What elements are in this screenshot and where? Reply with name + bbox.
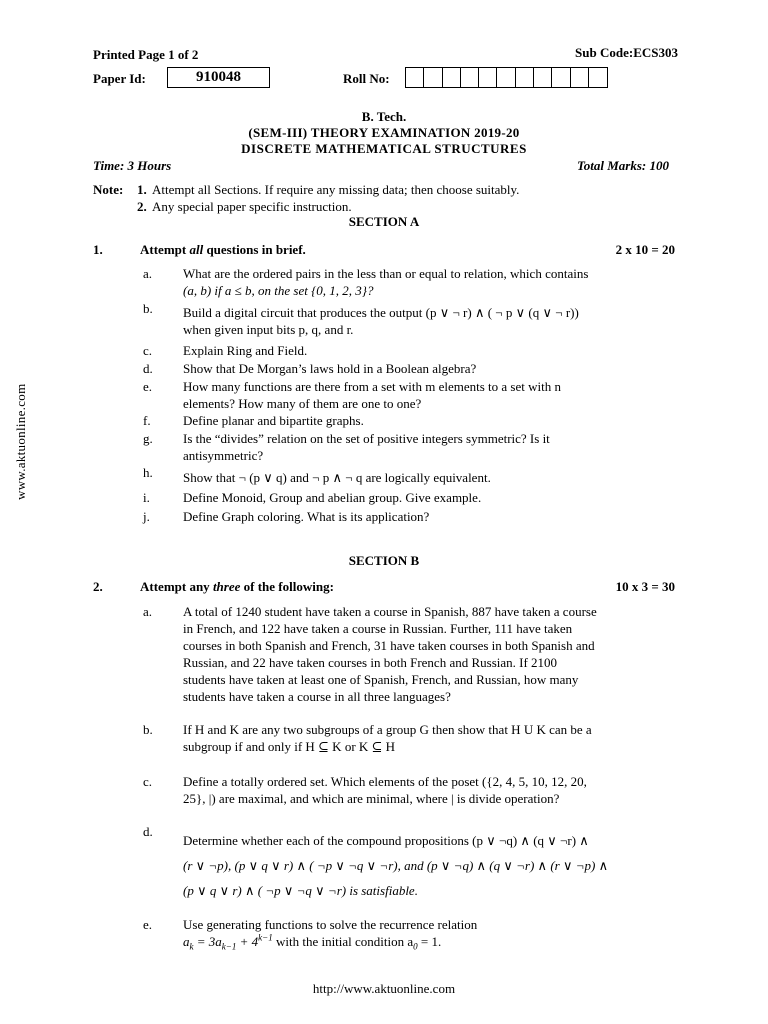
- item-letter: c.: [143, 774, 153, 789]
- roll-box: [443, 68, 461, 87]
- question-2a: A total of 1240 student have taken a course in Spanish, 887 have taken a course in French, and 122 have taken a course in Russian. Further, 111 have taken courses in both Spanish and French, 31 have taken courses in both Spanish and Russian, and 22 have taken courses in both French and Russian. If 2100 students have taken at least one of Spanish, French, and Russian, how many students have taken a course in all three languages?: [183, 604, 597, 704]
- paper-id-label: Paper Id:: [93, 71, 146, 86]
- roll-no-label: Roll No:: [343, 71, 390, 86]
- item-letter: i.: [143, 490, 150, 505]
- item-letter: c.: [143, 343, 153, 358]
- roll-box: [552, 68, 570, 87]
- subject-title: DISCRETE MATHEMATICAL STRUCTURES: [241, 141, 527, 156]
- item-letter: a.: [143, 266, 153, 281]
- question-2c: Define a totally ordered set. Which elements of the poset ({2, 4, 5, 10, 12, 20, 25}, |) are maximal, and which are minimal, where | is divide operation?: [183, 774, 587, 806]
- item-letter: g.: [143, 431, 153, 446]
- note-num-1: 1.: [137, 182, 147, 197]
- item-letter: d.: [143, 361, 153, 376]
- question-1-number: 1.: [93, 242, 103, 257]
- question-1h: Show that ¬ (p ∨ q) and ¬ p ∧ ¬ q are logically equivalent.: [183, 470, 491, 485]
- roll-box: [497, 68, 515, 87]
- total-marks: Total Marks: 100: [577, 158, 669, 173]
- question-2-instruction: Attempt any three of the following:: [140, 579, 334, 594]
- item-letter: f.: [143, 413, 151, 428]
- roll-box: [424, 68, 442, 87]
- note-line-2: Any special paper specific instruction.: [152, 199, 352, 214]
- question-2-number: 2.: [93, 579, 103, 594]
- question-2-marks: 10 x 3 = 30: [615, 579, 675, 594]
- question-1i: Define Monoid, Group and abelian group. Give example.: [183, 490, 482, 505]
- exam-title: (SEM-III) THEORY EXAMINATION 2019-20: [248, 125, 520, 140]
- roll-box: [534, 68, 552, 87]
- section-a-title: SECTION A: [348, 214, 420, 229]
- question-1d: Show that De Morgan’s laws hold in a Boolean algebra?: [183, 361, 477, 376]
- note-num-2: 2.: [137, 199, 147, 214]
- question-1a: What are the ordered pairs in the less than or equal to relation, which contains (a, b) if a ≤ b, on the set {0, 1, 2, 3}?: [183, 266, 589, 298]
- question-1-marks: 2 x 10 = 20: [615, 242, 675, 257]
- degree: B. Tech.: [361, 109, 407, 124]
- footer-url[interactable]: http://www.aktuonline.com: [312, 981, 456, 996]
- item-letter: a.: [143, 604, 153, 619]
- item-letter: d.: [143, 824, 153, 839]
- question-1c: Explain Ring and Field.: [183, 343, 308, 358]
- side-watermark: www.aktuonline.com: [13, 383, 28, 500]
- item-letter: b.: [143, 301, 153, 316]
- question-2b: If H and K are any two subgroups of a group G then show that H U K can be a subgroup if and only if H ⊆ K or K ⊆ H: [183, 722, 592, 754]
- roll-box: [571, 68, 589, 87]
- question-1b: Build a digital circuit that produces the output (p ∨ ¬ r) ∧ ( ¬ p ∨ (q ∨ ¬ r)) when given input bits p, q, and r.: [183, 305, 579, 337]
- item-letter: h.: [143, 465, 153, 480]
- roll-no-boxes: [405, 67, 608, 88]
- roll-box: [516, 68, 534, 87]
- note-line-1: Attempt all Sections. If require any missing data; then choose suitably.: [152, 182, 520, 197]
- question-1f: Define planar and bipartite graphs.: [183, 413, 364, 428]
- roll-box: [406, 68, 424, 87]
- item-letter: j.: [143, 509, 150, 524]
- item-letter: e.: [143, 917, 153, 932]
- section-b-title: SECTION B: [348, 553, 420, 568]
- item-letter: e.: [143, 379, 153, 394]
- item-letter: b.: [143, 722, 153, 737]
- roll-box: [461, 68, 479, 87]
- question-2e: Use generating functions to solve the recurrence relation $a_k = 3a_{k-1} + 4^{k-1}$ with the initial condition $a_0 = 1$.: [183, 917, 478, 952]
- time-allowed: Time: 3 Hours: [93, 158, 172, 173]
- printed-page: Printed Page 1 of 2: [93, 47, 199, 62]
- sub-code: Sub Code:ECS303: [575, 45, 678, 60]
- roll-box: [589, 68, 607, 87]
- paper-id-value: 910048: [167, 67, 270, 88]
- question-1j: Define Graph coloring. What is its application?: [183, 509, 430, 524]
- question-2d: Determine whether each of the compound propositions (p ∨ ¬q) ∧ (q ∨ ¬r) ∧ (r ∨ ¬p), (p ∨ q ∨ r) ∧ ( ¬p ∨ ¬q ∨ ¬r), and (p ∨ ¬q) ∧ (q ∨ ¬r) ∧ (r ∨ ¬p) ∧ (p ∨ q ∨ r) ∧ ( ¬p ∨ ¬q ∨ ¬r) is satisfiable.: [183, 833, 609, 898]
- note-label: Note:: [93, 182, 124, 197]
- question-1e: How many functions are there from a set with m elements to a set with n elements? How many of them are one to one?: [183, 379, 561, 411]
- question-1g: Is the “divides” relation on the set of positive integers symmetric? Is it antisymmetric?: [183, 431, 550, 463]
- roll-box: [479, 68, 497, 87]
- question-1-instruction: Attempt all questions in brief.: [140, 242, 306, 257]
